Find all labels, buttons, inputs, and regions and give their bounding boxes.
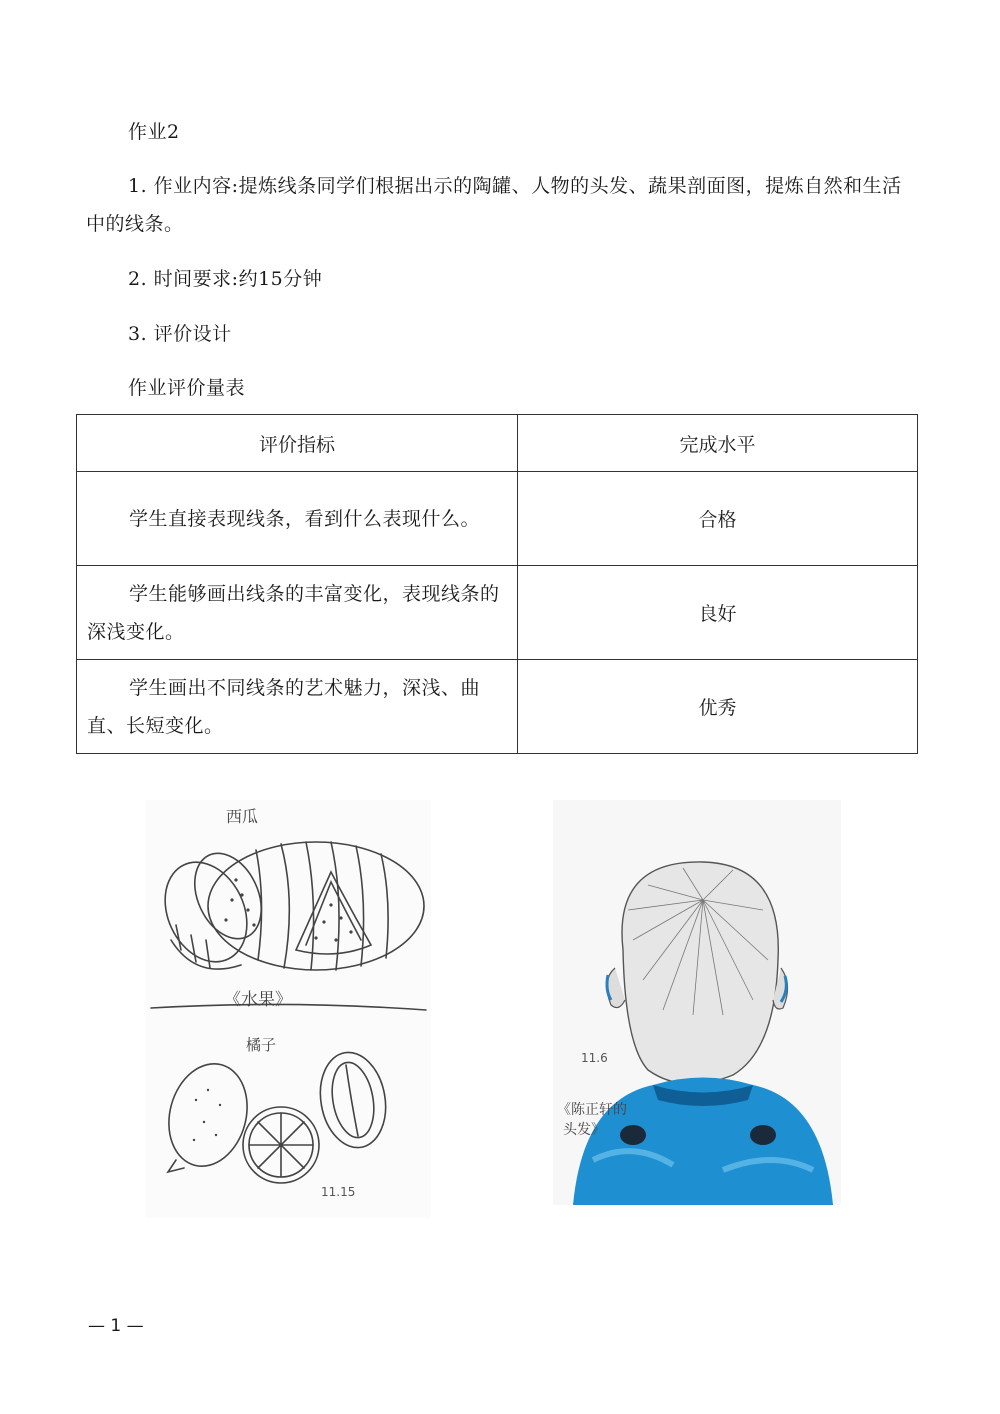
table-caption: 作业评价量表 xyxy=(128,377,246,399)
header-criterion: 评价指标 xyxy=(77,415,518,472)
criterion-cell: 学生能够画出线条的丰富变化，表现线条的深浅变化。 xyxy=(77,566,518,660)
item-evaluation: 3. 评价设计 xyxy=(128,323,232,345)
table-header-row xyxy=(77,415,918,472)
criterion-cell: 学生画出不同线条的艺术魅力，深浅、曲直、长短变化。 xyxy=(77,660,518,754)
criterion-cell: 学生直接表现线条，看到什么表现什么。 xyxy=(77,472,518,566)
hair-portrait-drawing xyxy=(553,800,841,1205)
item-content: 1. 作业内容:提炼线条同学们根据出示的陶罐、人物的头发、蔬果剖面图，提炼自然和生活中的线条。 xyxy=(86,175,902,235)
header-level: 完成水平 xyxy=(518,415,918,472)
item-time: 2. 时间要求:约15分钟 xyxy=(128,268,323,290)
drawing-date-right: 11.6 xyxy=(581,1051,608,1065)
level-cell: 良好 xyxy=(518,566,918,660)
drawing-title-hair-line1: 《陈正轩的 xyxy=(557,1102,627,1118)
fruit-drawing xyxy=(146,800,431,1218)
level-cell: 优秀 xyxy=(518,660,918,754)
drawing-date-left: 11.15 xyxy=(321,1185,356,1199)
drawing-title-hair-line2: 头发》 xyxy=(563,1122,605,1138)
drawing-label-orange: 橘子 xyxy=(246,1036,277,1054)
table-row xyxy=(77,660,918,754)
evaluation-table xyxy=(76,414,918,754)
drawing-title-fruit: 《水果》 xyxy=(224,990,292,1010)
level-cell: 合格 xyxy=(518,472,918,566)
page-number: — 1 — xyxy=(88,1316,144,1336)
table-row xyxy=(77,472,918,566)
table-row xyxy=(77,566,918,660)
drawing-label-watermelon: 西瓜 xyxy=(226,807,259,826)
heading: 作业2 xyxy=(128,121,180,143)
